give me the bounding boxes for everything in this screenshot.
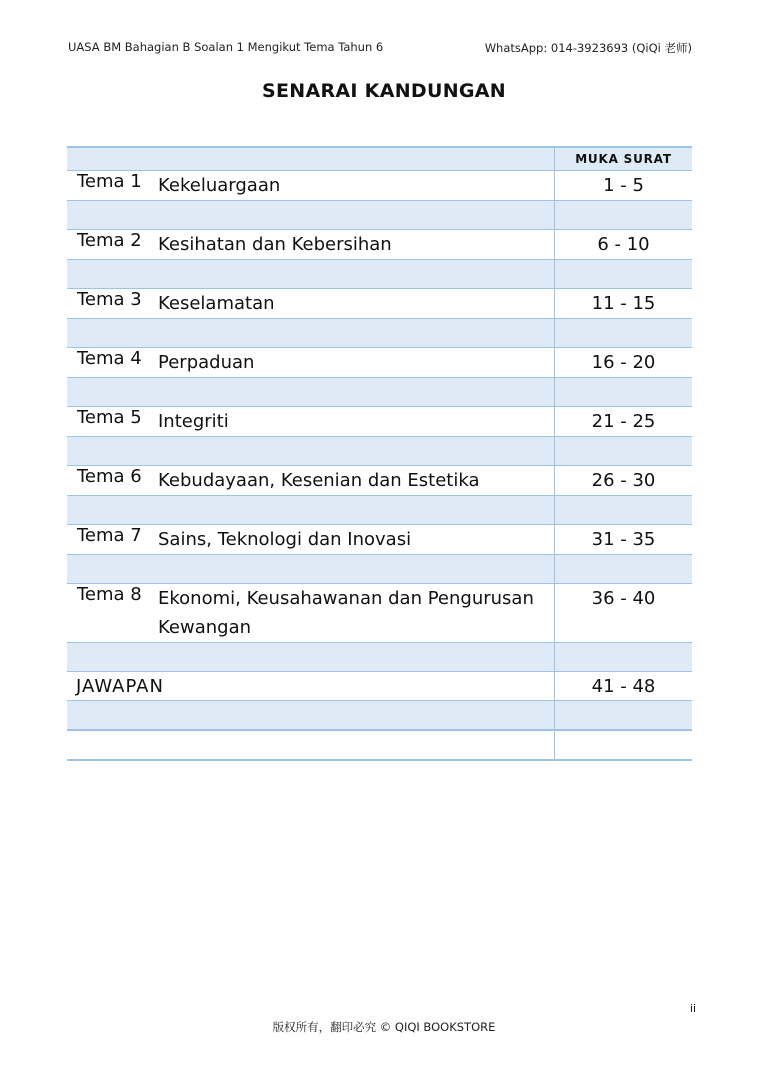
- page-range: 11 - 15: [555, 289, 693, 319]
- answers-label: JAWAPAN: [76, 675, 164, 697]
- page-range: 31 - 35: [555, 525, 693, 555]
- toc-row: [67, 584, 692, 643]
- spacer-row: [67, 701, 692, 731]
- spacer-row: [67, 319, 692, 348]
- toc-row: [67, 525, 692, 555]
- toc-row: [67, 230, 692, 260]
- page-range: 1 - 5: [555, 171, 693, 201]
- empty-row: [67, 730, 692, 760]
- page-range: 36 - 40: [555, 584, 693, 643]
- page-range: 6 - 10: [555, 230, 693, 260]
- theme-label: Tema 4: [77, 348, 142, 369]
- theme-label: Tema 5: [77, 407, 142, 428]
- running-header-contact: WhatsApp: 014-3923693 (QiQi 老师): [484, 41, 692, 55]
- toc-row: [67, 289, 692, 319]
- copyright-footer: 版权所有，翻印必究 © QIQI BOOKSTORE: [272, 1020, 496, 1034]
- theme-title: Sains, Teknologi dan Inovasi: [158, 529, 412, 550]
- theme-title: Kebudayaan, Kesenian dan Estetika: [158, 470, 480, 491]
- spacer-row: [67, 378, 692, 407]
- toc-header-blank: [67, 147, 555, 171]
- page-range: 16 - 20: [555, 348, 693, 378]
- page-range: 26 - 30: [555, 466, 693, 496]
- theme-title: Perpaduan: [158, 352, 255, 373]
- page-column-header: MUKA SURAT: [555, 147, 693, 171]
- table-of-contents: [67, 146, 692, 761]
- running-header-title: UASA BM Bahagian B Soalan 1 Mengikut Tema Tahun 6: [68, 40, 384, 54]
- spacer-row: [67, 201, 692, 230]
- theme-label: Tema 3: [77, 289, 142, 310]
- theme-title-line2: Kewangan: [158, 617, 252, 638]
- spacer-row: [67, 437, 692, 466]
- theme-title: Kesihatan dan Kebersihan: [158, 234, 392, 255]
- theme-label: Tema 8: [77, 584, 142, 605]
- spacer-row: [67, 555, 692, 584]
- theme-title: Integriti: [158, 411, 229, 432]
- page-range: 21 - 25: [555, 407, 693, 437]
- theme-title: Ekonomi, Keusahawanan dan Pengurusan: [158, 588, 534, 609]
- theme-label: Tema 2: [77, 230, 142, 251]
- spacer-row: [67, 643, 692, 672]
- theme-label: Tema 7: [77, 525, 142, 546]
- spacer-row: [67, 496, 692, 525]
- theme-label: Tema 6: [77, 466, 142, 487]
- spacer-row: [67, 260, 692, 289]
- toc-row: [67, 348, 692, 378]
- theme-label: Tema 1: [77, 171, 142, 192]
- toc-row: [67, 407, 692, 437]
- page-number: ii: [690, 1002, 697, 1015]
- theme-title: Kekeluargaan: [158, 175, 281, 196]
- toc-row: [67, 171, 692, 201]
- toc-row: [67, 466, 692, 496]
- theme-title: Keselamatan: [158, 293, 275, 314]
- toc-header-row: [67, 147, 692, 171]
- page-title: SENARAI KANDUNGAN: [261, 80, 507, 102]
- page-range: 41 - 48: [555, 672, 693, 701]
- toc-row-answers: [67, 672, 692, 701]
